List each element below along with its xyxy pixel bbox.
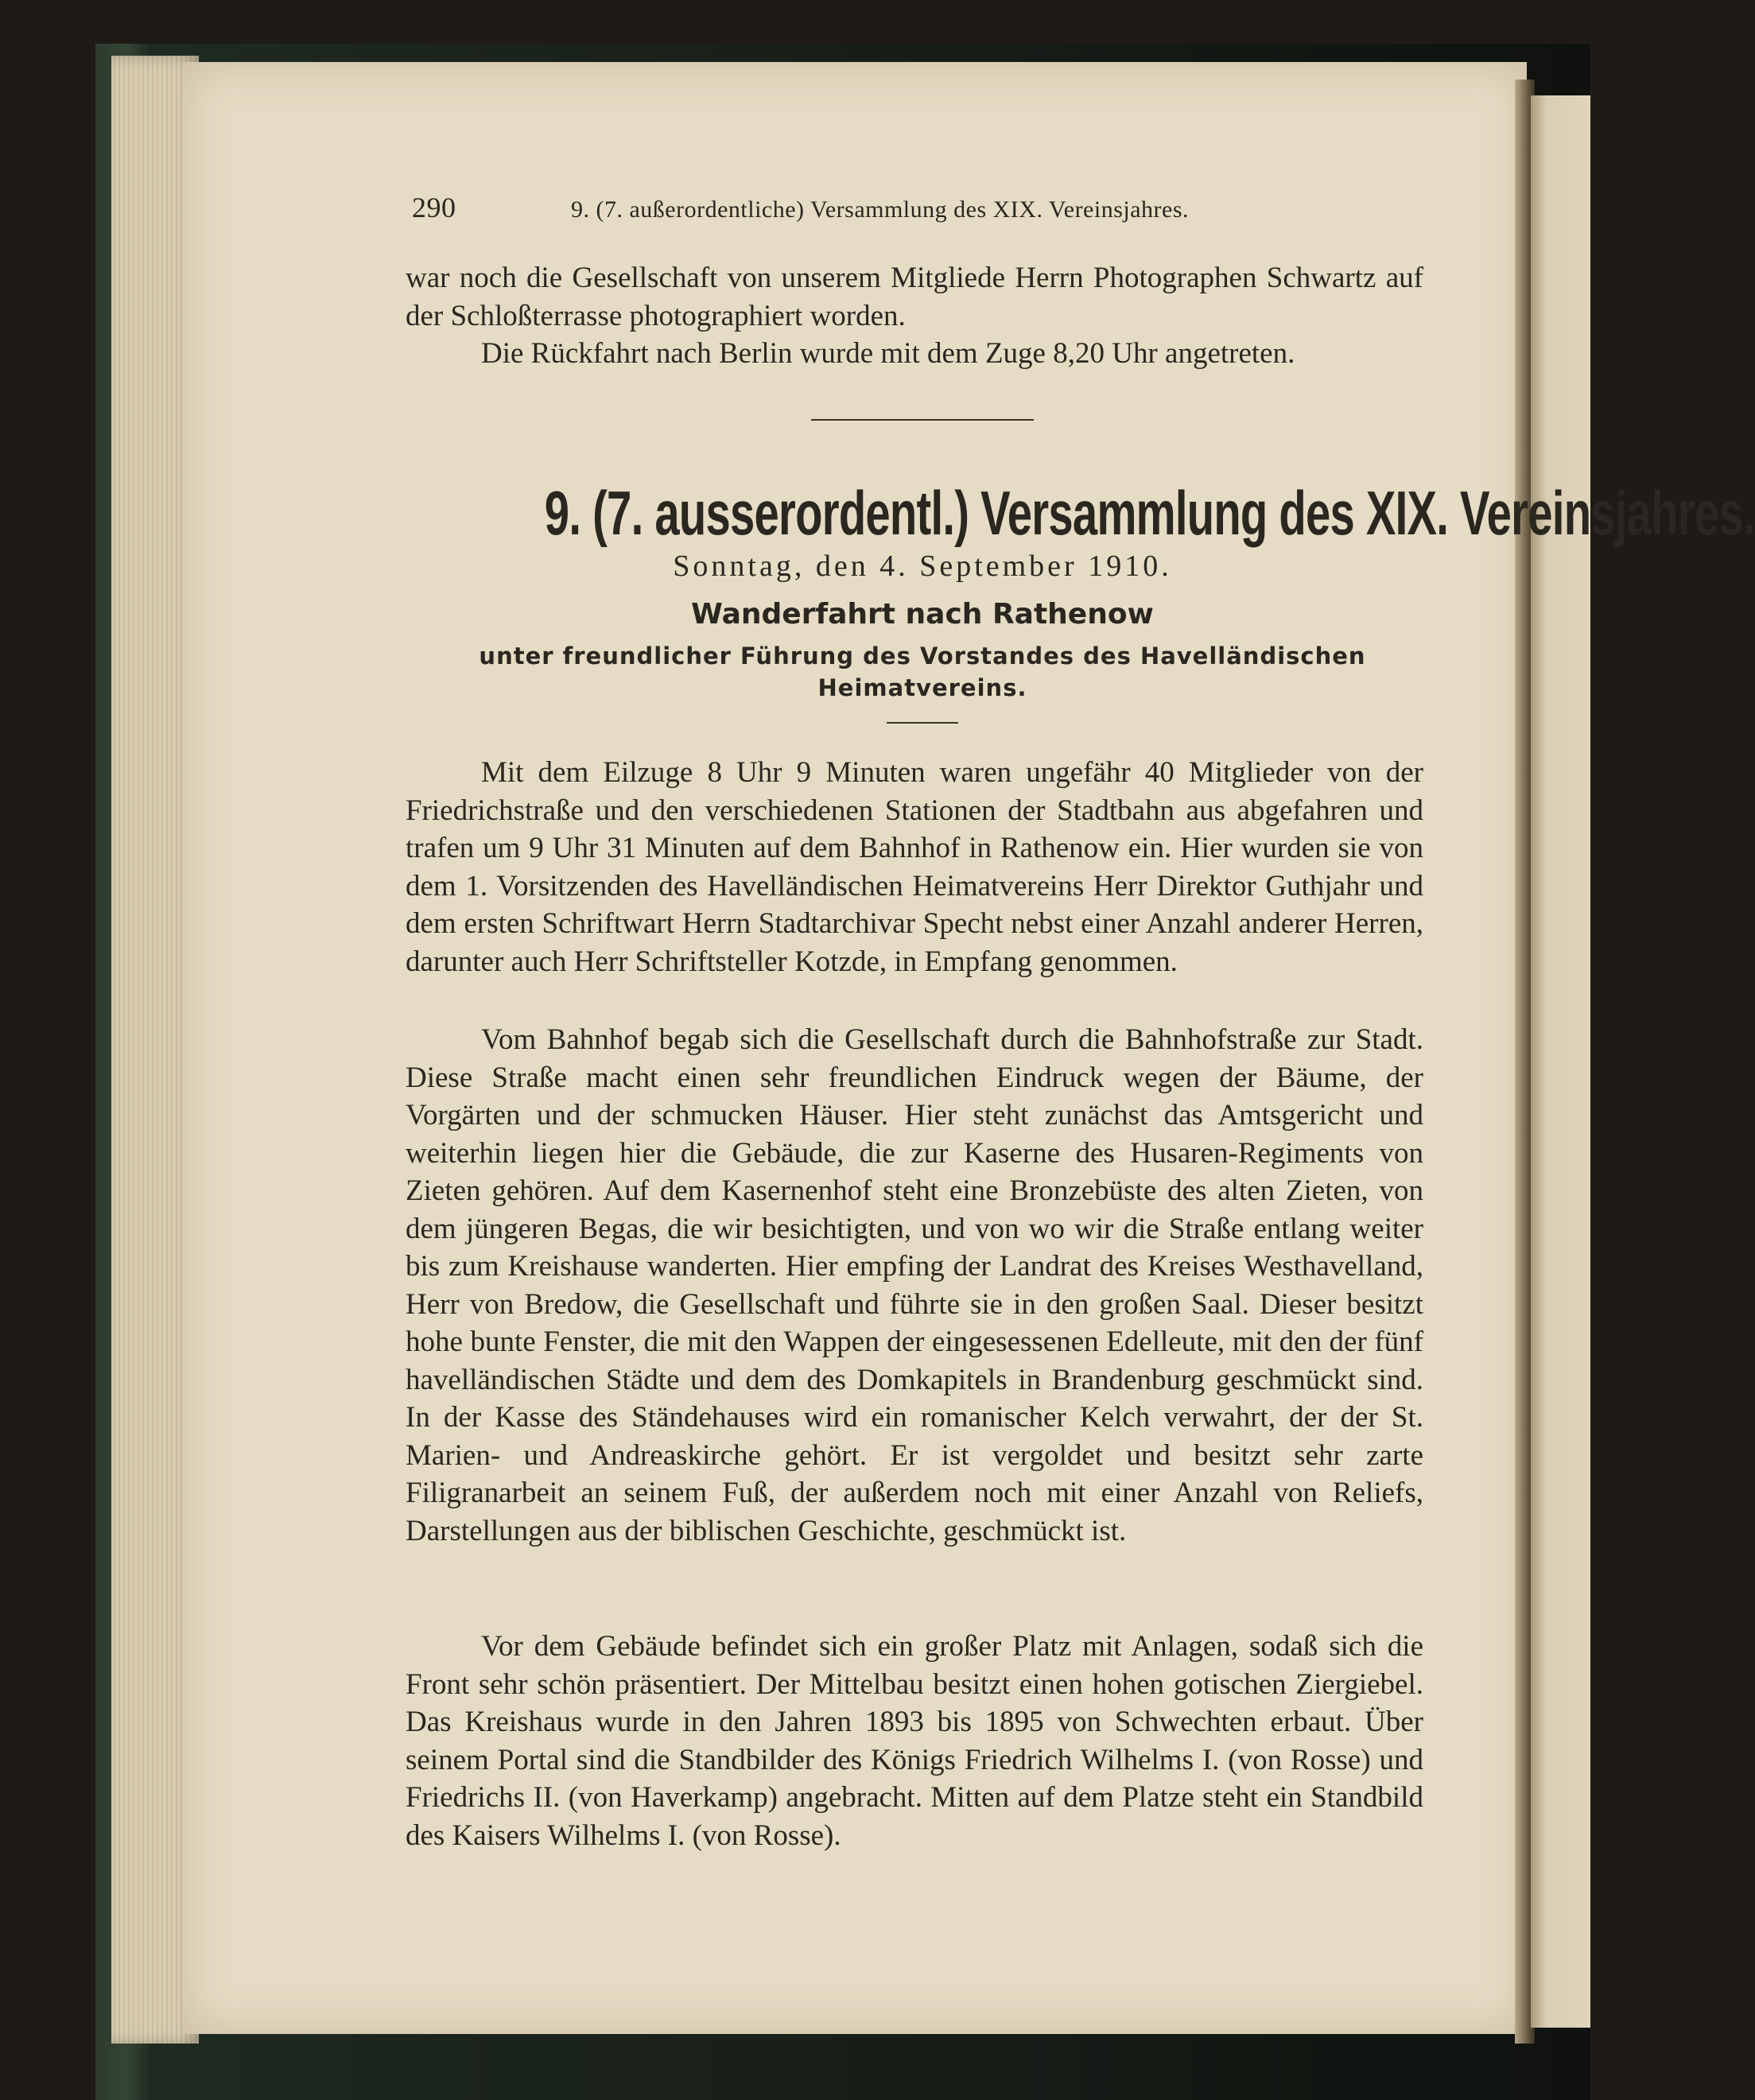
section-date: Sonntag, den 4. September 1910. <box>673 549 1172 583</box>
subtitle-divider <box>887 722 958 724</box>
section-divider <box>811 419 1034 421</box>
intro-paragraph: war noch die Gesellschaft von unserem Mitgliede Herrn Photographen Schwartz auf der Schloßterrasse photographiert worden. <box>406 262 1423 332</box>
running-head <box>412 191 1279 224</box>
section-subtitle: Wanderfahrt nach Rathenow <box>691 598 1154 631</box>
body-paragraph: Vor dem Gebäude befindet sich ein großer Platz mit Anlagen, sodaß sich die Front sehr schön präsentiert. Der Mittelbau besitzt einen hohen gotischen Ziergiebel. Das Kreishaus wurde in den Jahren 1893 bis 1895 von Schwechten erbaut. Über seinem Portal sind die Standbilder des Königs Friedrich Wilhelms I. (von Rosse) und Friedrichs II. (von Haverkamp) angebracht. Mitten auf dem Platze steht ein Standbild des Kaisers Wilhelms I. (von Rosse). <box>406 1630 1423 1852</box>
body-paragraph: Vom Bahnhof begab sich die Gesellschaft durch die Bahnhofstraße zur Stadt. Diese Straße macht einen sehr freundlichen Eindruck wegen der Bäume, der Vorgärten und der schmucken Häuser. Hier steht zunächst das Amtsgericht und weiterhin liegen hier die Gebäude, die zur Kaserne des Husaren-Regiments von Zieten gehören. Auf dem Kasernenhof steht eine Bronzebüste des alten Zieten, von dem jüngeren Begas, die wir besichtigten, und von wo wir die Straße entlang weiter bis zum Kreishause wanderten. Hier empfing der Landrat des Kreises Westhavelland, Herr von Bredow, die Gesellschaft und führte sie in den großen Saal. Dieser besitzt hohe bunte Fenster, die mit den Wappen der eingesessenen Edelleute, mit den der fünf havelländischen Städte und dem des Domkapitels in Brandenburg geschmückt sind. In der Kasse des Ständehauses wird ein romanischer Kelch verwahrt, der der St. Marien- und Andreaskirche gehört. Er ist vergoldet und besitzt sehr zarte Filigranarbeit an seinem Fuß, der außerdem noch mit einer Anzahl von Reliefs, Darstellungen aus der biblischen Geschichte, geschmückt ist. <box>406 1023 1423 1547</box>
page-number: 290 <box>412 192 456 223</box>
section-heading: 9. (7. ausserordentl.) Versammlung des XIX. Vereinsjahres. <box>544 478 1755 548</box>
body-paragraph: Mit dem Eilzuge 8 Uhr 9 Minuten waren ungefähr 40 Mitglieder von der Friedrichstraße und den verschiedenen Stationen der Stadtbahn aus abgefahren und trafen um 9 Uhr 31 Minuten auf dem Bahnhof in Rathenow ein. Hier wurden sie von dem 1. Vorsitzenden des Havelländischen Heimatvereins Herr Direktor Guthjahr und dem ersten Schriftwart Herrn Stadtarchivar Specht nebst einer Anzahl anderer Herren, darunter auch Herr Schriftsteller Kotzde, in Empfang genommen. <box>406 756 1423 978</box>
section-subtitle-detail: unter freundlicher Führung des Vorstandes des Havelländischen Heimatvereins. <box>479 642 1366 701</box>
running-head-title: 9. (7. außerordentliche) Versammlung des XIX. Vereinsjahres. <box>571 196 1190 223</box>
intro-paragraph: Die Rückfahrt nach Berlin wurde mit dem Zuge 8,20 Uhr angetreten. <box>481 337 1295 370</box>
